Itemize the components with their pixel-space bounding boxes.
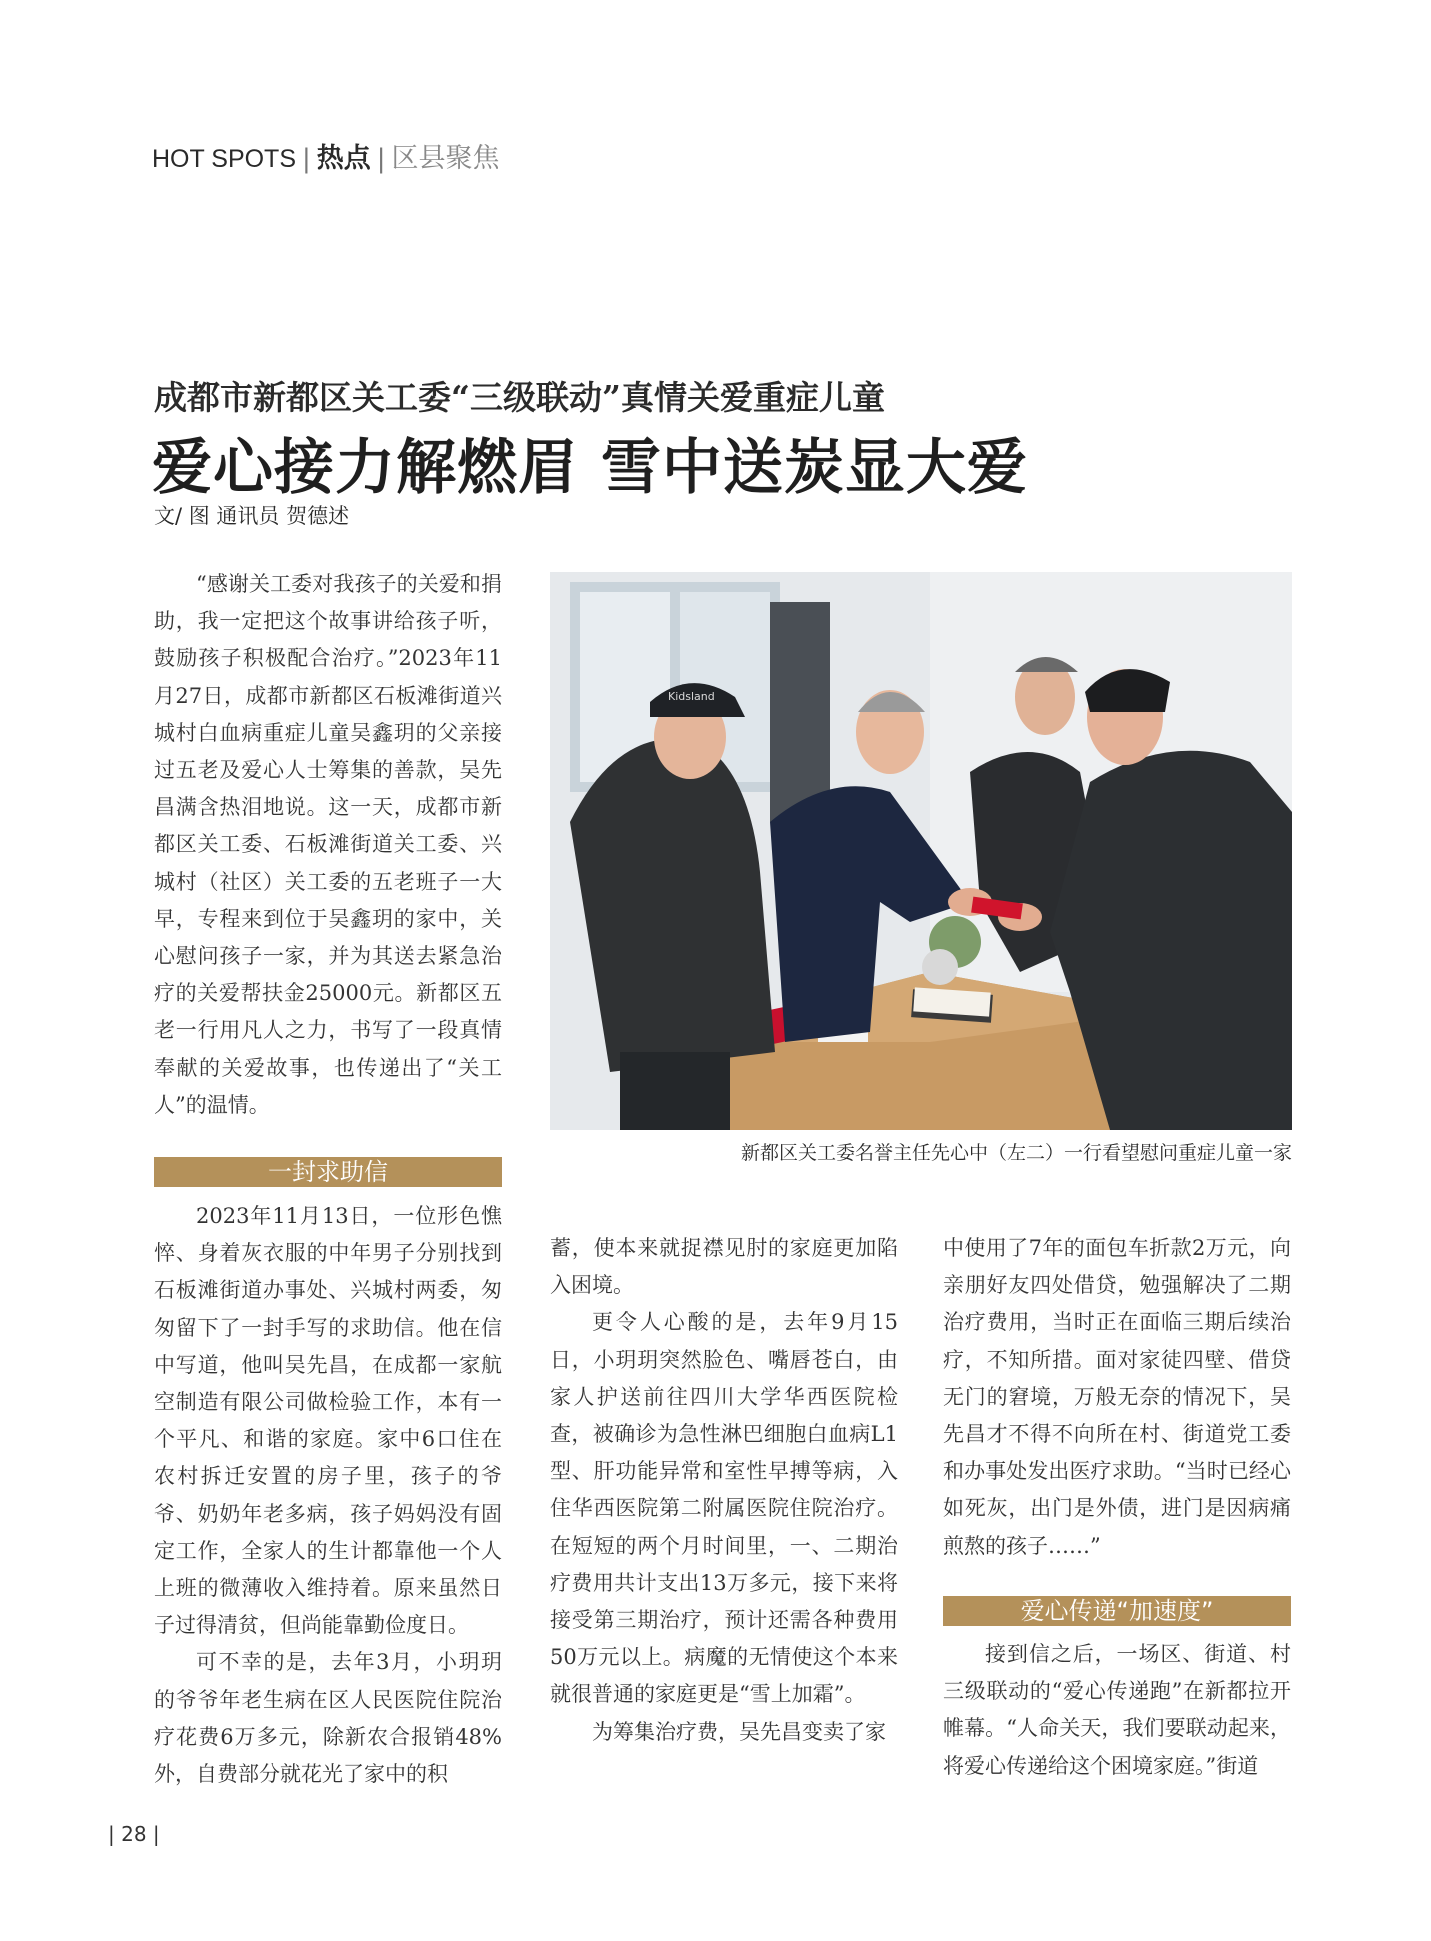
cap-text: Kidsland [668, 690, 715, 703]
body-column-2 [550, 1230, 898, 1751]
body-column-3-cont [943, 1636, 1291, 1785]
header-separator: | [376, 144, 386, 174]
photo-illustration [550, 572, 1292, 1130]
header-en: HOT SPOTS [152, 145, 297, 173]
body-paragraph: 可不幸的是，去年3月，小玥玥的爷爷年老生病在区人民医院住院治疗花费6万多元，除新农合报销48%外，自费部分就花光了家中的积 [154, 1650, 502, 1787]
article-title: 爱心接力解燃眉 雪中送炭显大爱 [152, 433, 1028, 503]
header-separator: | [302, 144, 311, 174]
section-heading: 爱心传递“加速度” [943, 1596, 1291, 1626]
section-heading: 一封求助信 [154, 1157, 502, 1187]
page-number: | 28 | [108, 1822, 160, 1846]
intro-column [154, 566, 502, 1124]
header-hot: 热点 [316, 143, 371, 174]
intro-paragraph: “感谢关工委对我孩子的关爱和捐助，我一定把这个故事讲给孩子听，鼓励孩子积极配合治疗。”2023年11月27日，成都市新都区石板滩街道兴城村白血病重症儿童吴鑫玥的父亲接过五老及爱心人士筹集的善款，吴先昌满含热泪地说。这一天，成都市新都区关工委、石板滩街道关工委、兴城村（社区）关工委的五老班子一大早，专程来到位于吴鑫玥的家中，关心慰问孩子一家，并为其送去紧急治疗的关爱帮扶金25000元。新都区五老一行用凡人之力，书写了一段真情奉献的关爱故事，也传递出了“关工人”的温情。 [154, 572, 502, 1117]
body-paragraph: 蓄，使本来就捉襟见肘的家庭更加陷入困境。 [550, 1236, 898, 1298]
article-byline: 文/ 图 通讯员 贺德述 [154, 504, 350, 528]
body-column-3 [943, 1230, 1291, 1565]
body-column-1 [154, 1198, 502, 1793]
article-subtitle: 成都市新都区关工委“三级联动”真情关爱重症儿童 [154, 378, 885, 417]
body-paragraph: 中使用了7年的面包车折款2万元，向亲朋好友四处借贷，勉强解决了二期治疗费用，当时正在面临三期后续治疗，不知所措。面对家徒四壁、借贷无门的窘境，万般无奈的情况下，吴先昌才不得不向所在村、街道党工委和办事处发出医疗求助。“当时已经心如死灰，出门是外债，进门是因病痛煎熬的孩子……” [943, 1236, 1291, 1558]
body-paragraph: 更令人心酸的是，去年9月15日，小玥玥突然脸色、嘴唇苍白，由家人护送前往四川大学华西医院检查，被确诊为急性淋巴细胞白血病L1型、肝功能异常和室性早搏等病，入住华西医院第二附属医院住院治疗。在短短的两个月时间里，一、二期治疗费用共计支出13万多元，接下来将接受第三期治疗，预计还需各种费用50万元以上。病魔的无情使这个本来就很普通的家庭更是“雪上加霜”。 [550, 1310, 898, 1707]
body-paragraph: 2023年11月13日，一位形色憔悴、身着灰衣服的中年男子分别找到石板滩街道办事处、兴城村两委，匆匆留下了一封手写的求助信。他在信中写道，他叫吴先昌，在成都一家航空制造有限公司做检验工作，本有一个平凡、和谐的家庭。家中6口住在农村拆迁安置的房子里，孩子的爷爷、奶奶年老多病，孩子妈妈没有固定工作，全家人的生计都靠他一个人上班的微薄收入维持着。原来虽然日子过得清贫，但尚能靠勤俭度日。 [154, 1204, 502, 1638]
body-paragraph: 为筹集治疗费，吴先昌变卖了家 [592, 1719, 886, 1744]
running-header [152, 136, 500, 175]
photo-caption: 新都区关工委名誉主任先心中（左二）一行看望慰问重症儿童一家 [740, 1142, 1292, 1164]
article-photo [550, 572, 1292, 1130]
header-category: 区县聚焦 [391, 143, 500, 174]
body-paragraph: 接到信之后，一场区、街道、村三级联动的“爱心传递跑”在新都拉开帷幕。“人命关天，我们要联动起来，将爱心传递给这个困境家庭。”街道 [943, 1642, 1291, 1778]
